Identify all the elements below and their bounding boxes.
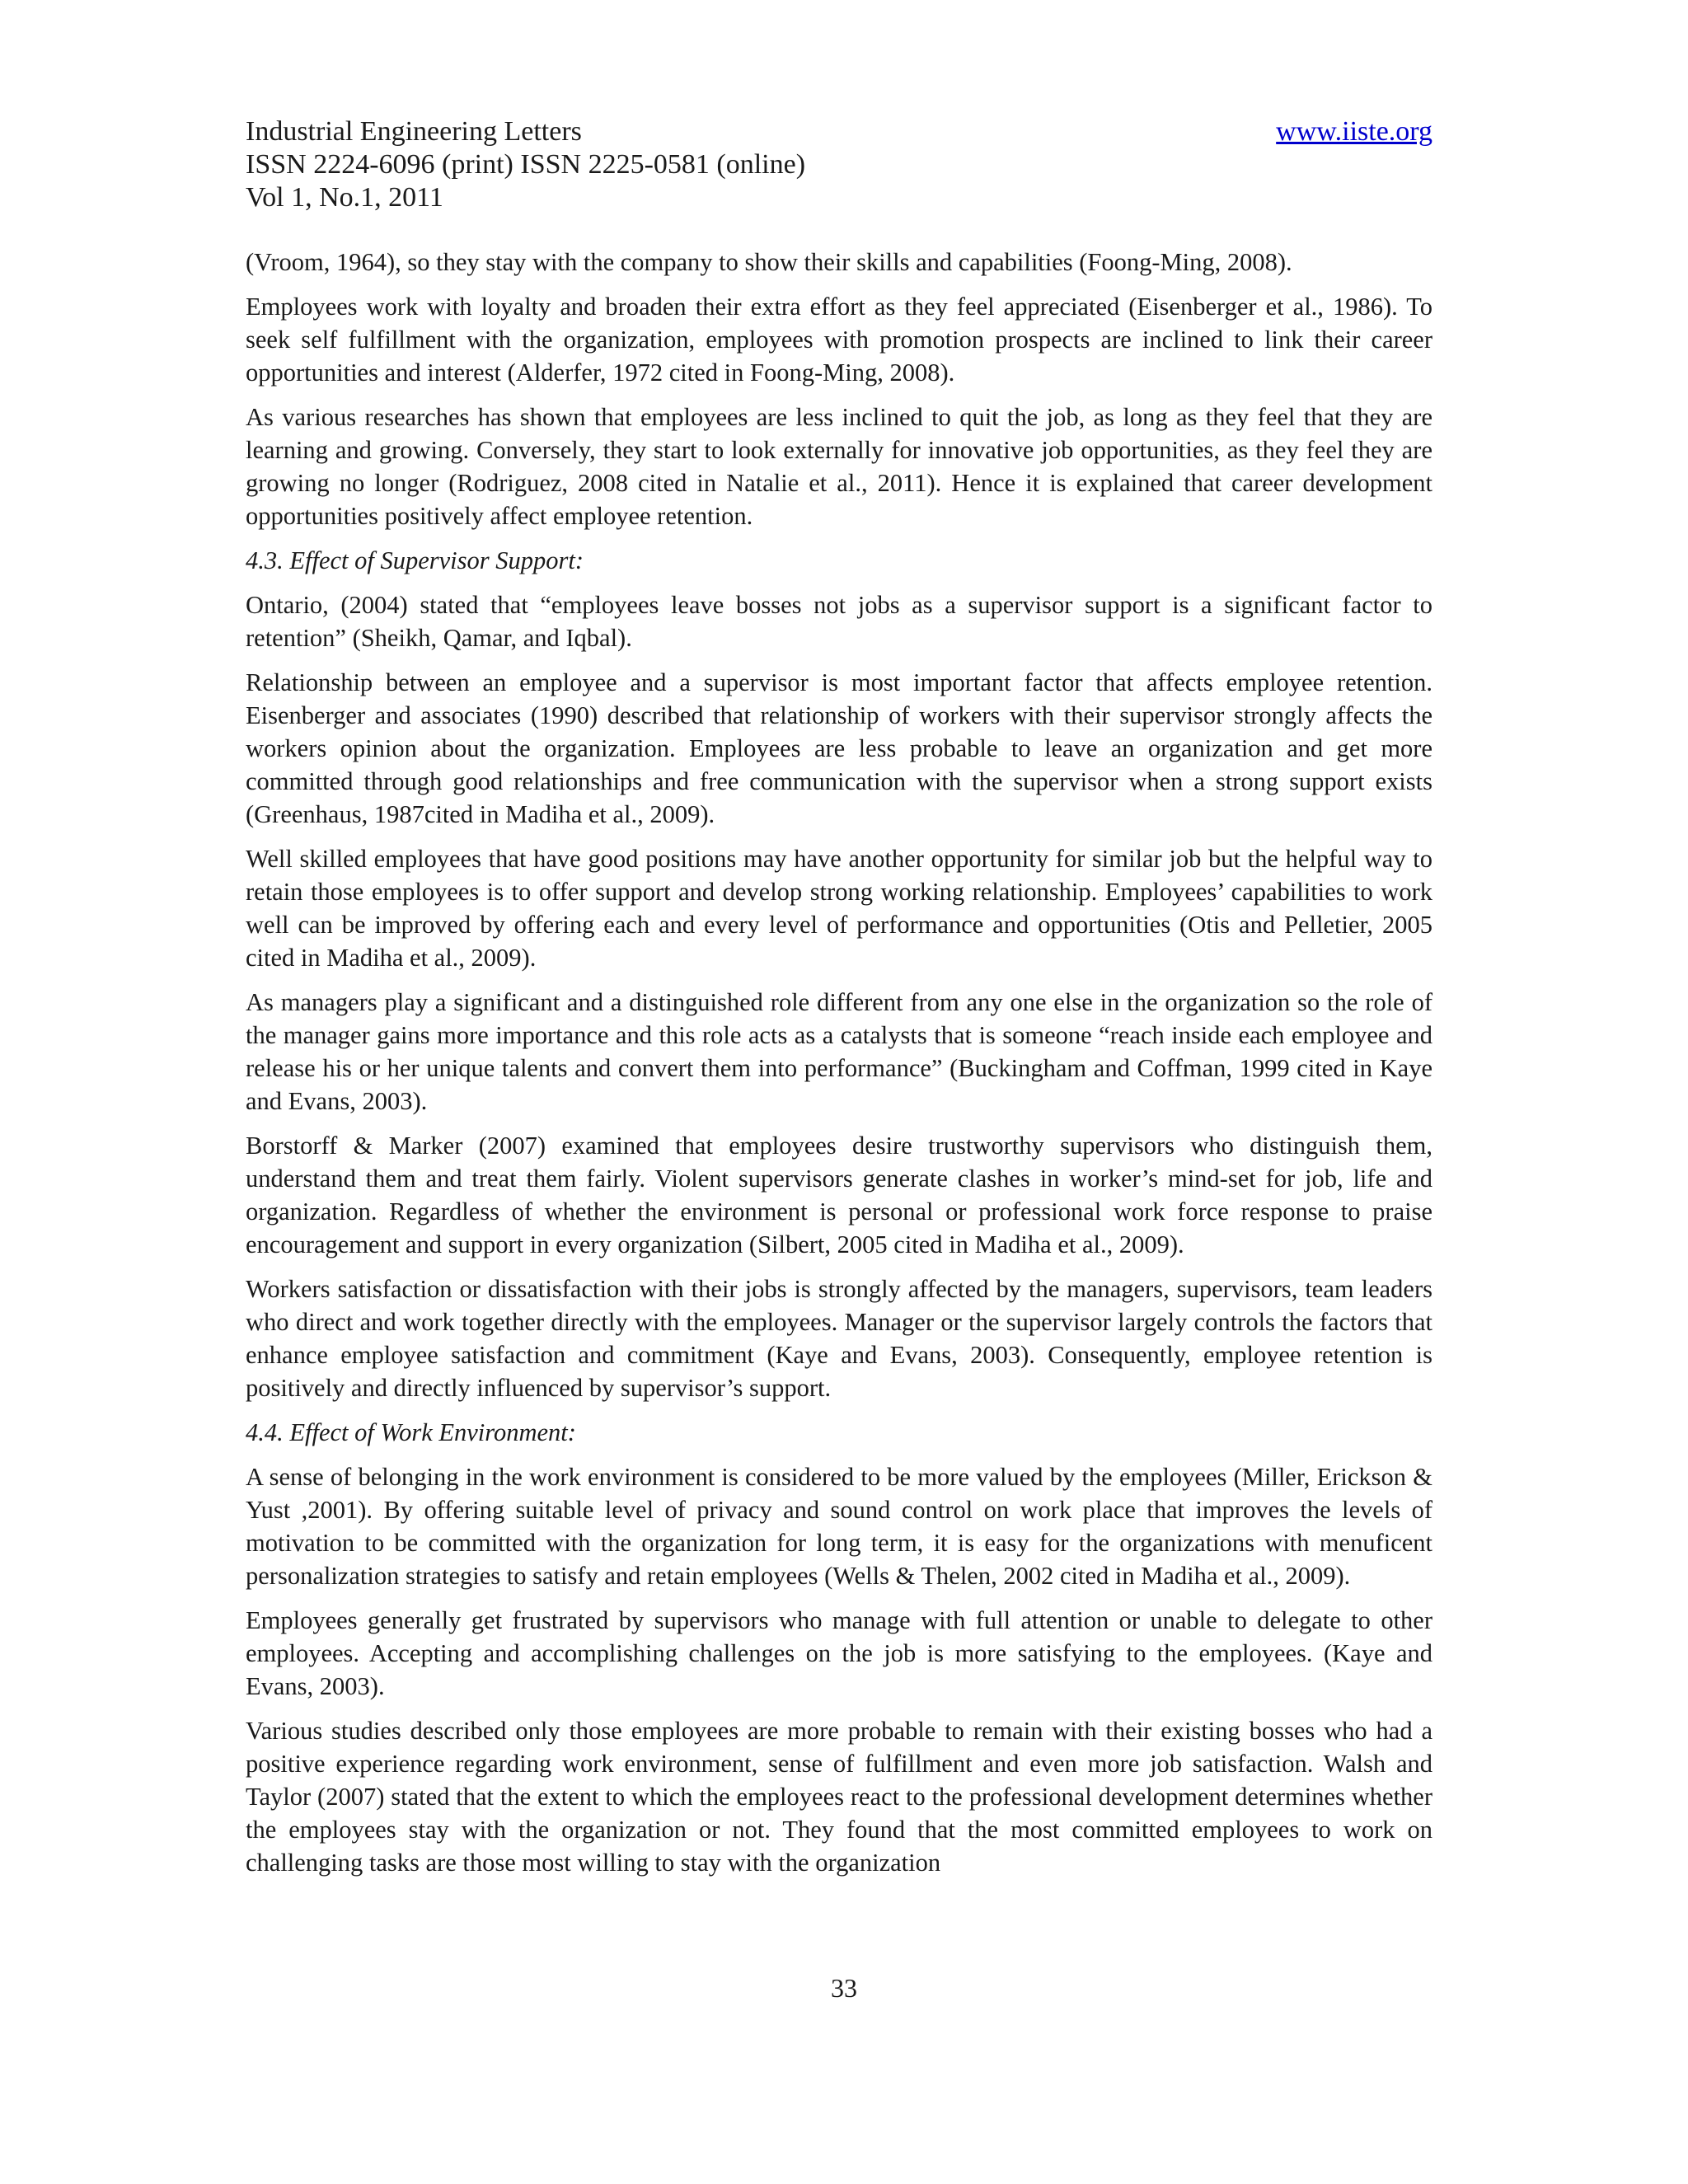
document-page: [246, 115, 1432, 1891]
paragraph: Workers satisfaction or dissatisfaction with their jobs is strongly affected by the managers, supervisors, team leaders who direct and work together directly with the employees. Manager or the supervisor largely controls the factors that enhance employee satisfaction and commitment (Kaye and Evans, 2003). Consequently, employee retention is positively and directly influenced by supervisor’s support.: [246, 1275, 1432, 1402]
page-number: 33: [831, 1973, 857, 2003]
paragraph: A sense of belonging in the work environment is considered to be more valued by the employees (Miller, Erickson & Yust ,2001). By offering suitable level of privacy and sound control on work place that improves the levels of motivation to be committed with the organization for long term, it is easy for the organizations with menuficent personalization strategies to satisfy and retain employees (Wells & Thelen, 2002 cited in Madiha et al., 2009).: [246, 1463, 1432, 1590]
journal-header: [246, 115, 1432, 214]
paragraph: Borstorff & Marker (2007) examined that employees desire trustworthy supervisors who distinguish them, understand them and treat them fairly. Violent supervisors generate clashes in worker’s mind-set for job, life and organization. Regardless of whether the environment is personal or professional work force response to praise encouragement and support in every organization (Silbert, 2005 cited in Madiha et al., 2009).: [246, 1132, 1432, 1258]
paragraph: Well skilled employees that have good positions may have another opportunity for similar job but the helpful way to retain those employees is to offer support and develop strong working relationship. Employees’ capabilities to work well can be improved by offering each and every level of performance and opportunities (Otis and Pelletier, 2005 cited in Madiha et al., 2009).: [246, 845, 1432, 972]
paragraph: Various studies described only those employees are more probable to remain with their existing bosses who had a positive experience regarding work environment, sense of fulfillment and even more job satisfaction. Walsh and Taylor (2007) stated that the extent to which the employees react to the professional development determines whether the employees stay with the organization or not. They found that the most committed employees to work on challenging tasks are those most willing to stay with the organization: [246, 1717, 1432, 1877]
article-body: [246, 246, 1432, 1879]
paragraph: Relationship between an employee and a supervisor is most important factor that affects employee retention. Eisenberger and associates (1990) described that relationship of workers with their supervisor strongly affects the workers opinion about the organization. Employees are less probable to leave an organization and get more committed through good relationships and free communication with the supervisor when a strong support exists (Greenhaus, 1987cited in Madiha et al., 2009).: [246, 668, 1432, 828]
paragraph: Ontario, (2004) stated that “employees leave bosses not jobs as a supervisor support is a significant factor to retention” (Sheikh, Qamar, and Iqbal).: [246, 591, 1432, 652]
paragraph: Employees generally get frustrated by supervisors who manage with full attention or unable to delegate to other employees. Accepting and accomplishing challenges on the job is more satisfying to the employees. (Kaye and Evans, 2003).: [246, 1606, 1432, 1700]
journal-volume: Vol 1, No.1, 2011: [246, 182, 443, 213]
paragraph: Employees work with loyalty and broaden their extra effort as they feel appreciated (Eisenberger et al., 1986). To seek self fulfillment with the organization, employees with promotion prospects are inclined to link their career opportunities and interest (Alderfer, 1972 cited in Foong-Ming, 2008).: [246, 293, 1432, 387]
paragraph: As various researches has shown that employees are less inclined to quit the job, as long as they feel that they are learning and growing. Conversely, they start to look externally for innovative job opportunities, as they feel they are growing no longer (Rodriguez, 2008 cited in Natalie et al., 2011). Hence it is explained that career development opportunities positively affect employee retention.: [246, 403, 1432, 530]
paragraph: (Vroom, 1964), so they stay with the company to show their skills and capabilities (Foong-Ming, 2008).: [246, 248, 1292, 276]
paragraph: As managers play a significant and a distinguished role different from any one else in the organization so the role of the manager gains more importance and this role acts as a catalysts that is someone “reach inside each employee and release his or her unique talents and convert them into performance” (Buckingham and Coffman, 1999 cited in Kaye and Evans, 2003).: [246, 988, 1432, 1115]
journal-issn: ISSN 2224-6096 (print) ISSN 2225-0581 (online): [246, 149, 806, 180]
journal-title: Industrial Engineering Letters: [246, 116, 582, 147]
journal-website-link[interactable]: www.iiste.org: [1276, 116, 1432, 147]
section-heading-supervisor-support: 4.3. Effect of Supervisor Support:: [246, 546, 584, 574]
section-heading-work-environment: 4.4. Effect of Work Environment:: [246, 1418, 576, 1446]
